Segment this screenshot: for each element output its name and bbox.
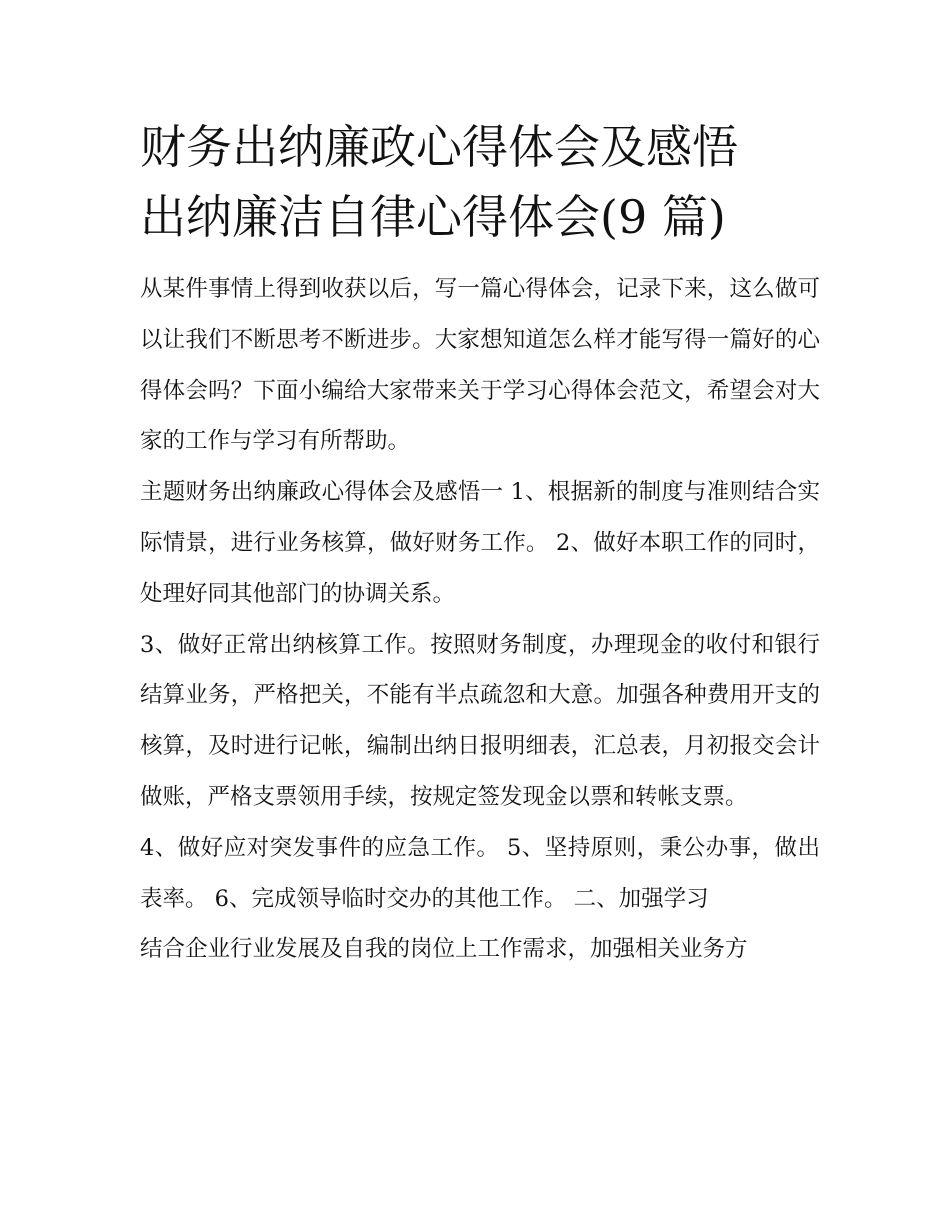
paragraph-item-3: 3、做好正常出纳核算工作。按照财务制度，办理现金的收付和银行结算业务，严格把关，不能有半点疏忽和大意。加强各种费用开支的核算，及时进行记帐，编制出纳日报明细表，汇总表，月初报交会计做账，严格支票领用手续，按规定签发现金以票和转帐支票。 bbox=[140, 631, 820, 810]
paragraph-intro: 从某件事情上得到收获以后，写一篇心得体会，记录下来，这么做可以让我们不断思考不断进步。大家想知道怎么样才能写得一篇好的心得体会吗？下面小编给大家带来关于学习心得体会范文，希望会对大家的工作与学习有所帮助。 bbox=[140, 276, 820, 455]
title-line-2: 出纳廉洁自律心得体会(9 篇) bbox=[140, 190, 726, 244]
paragraph-items-4-6: 4、做好应对突发事件的应急工作。 5、坚持原则，秉公办事，做出表率。 6、完成领导临时交办的其他工作。 二、加强学习 bbox=[140, 834, 820, 912]
title-line-1: 财务出纳廉政心得体会及感悟 bbox=[140, 120, 738, 174]
paragraph-section-1: 主题财务出纳廉政心得体会及感悟一 1、根据新的制度与准则结合实际情景，进行业务核算，做好财务工作。 2、做好本职工作的同时，处理好同其他部门的协调关系。 bbox=[140, 479, 820, 607]
document-title bbox=[140, 112, 820, 252]
paragraph-study: 结合企业行业发展及自我的岗位上工作需求，加强相关业务方 bbox=[140, 936, 748, 963]
document-page bbox=[140, 112, 820, 975]
